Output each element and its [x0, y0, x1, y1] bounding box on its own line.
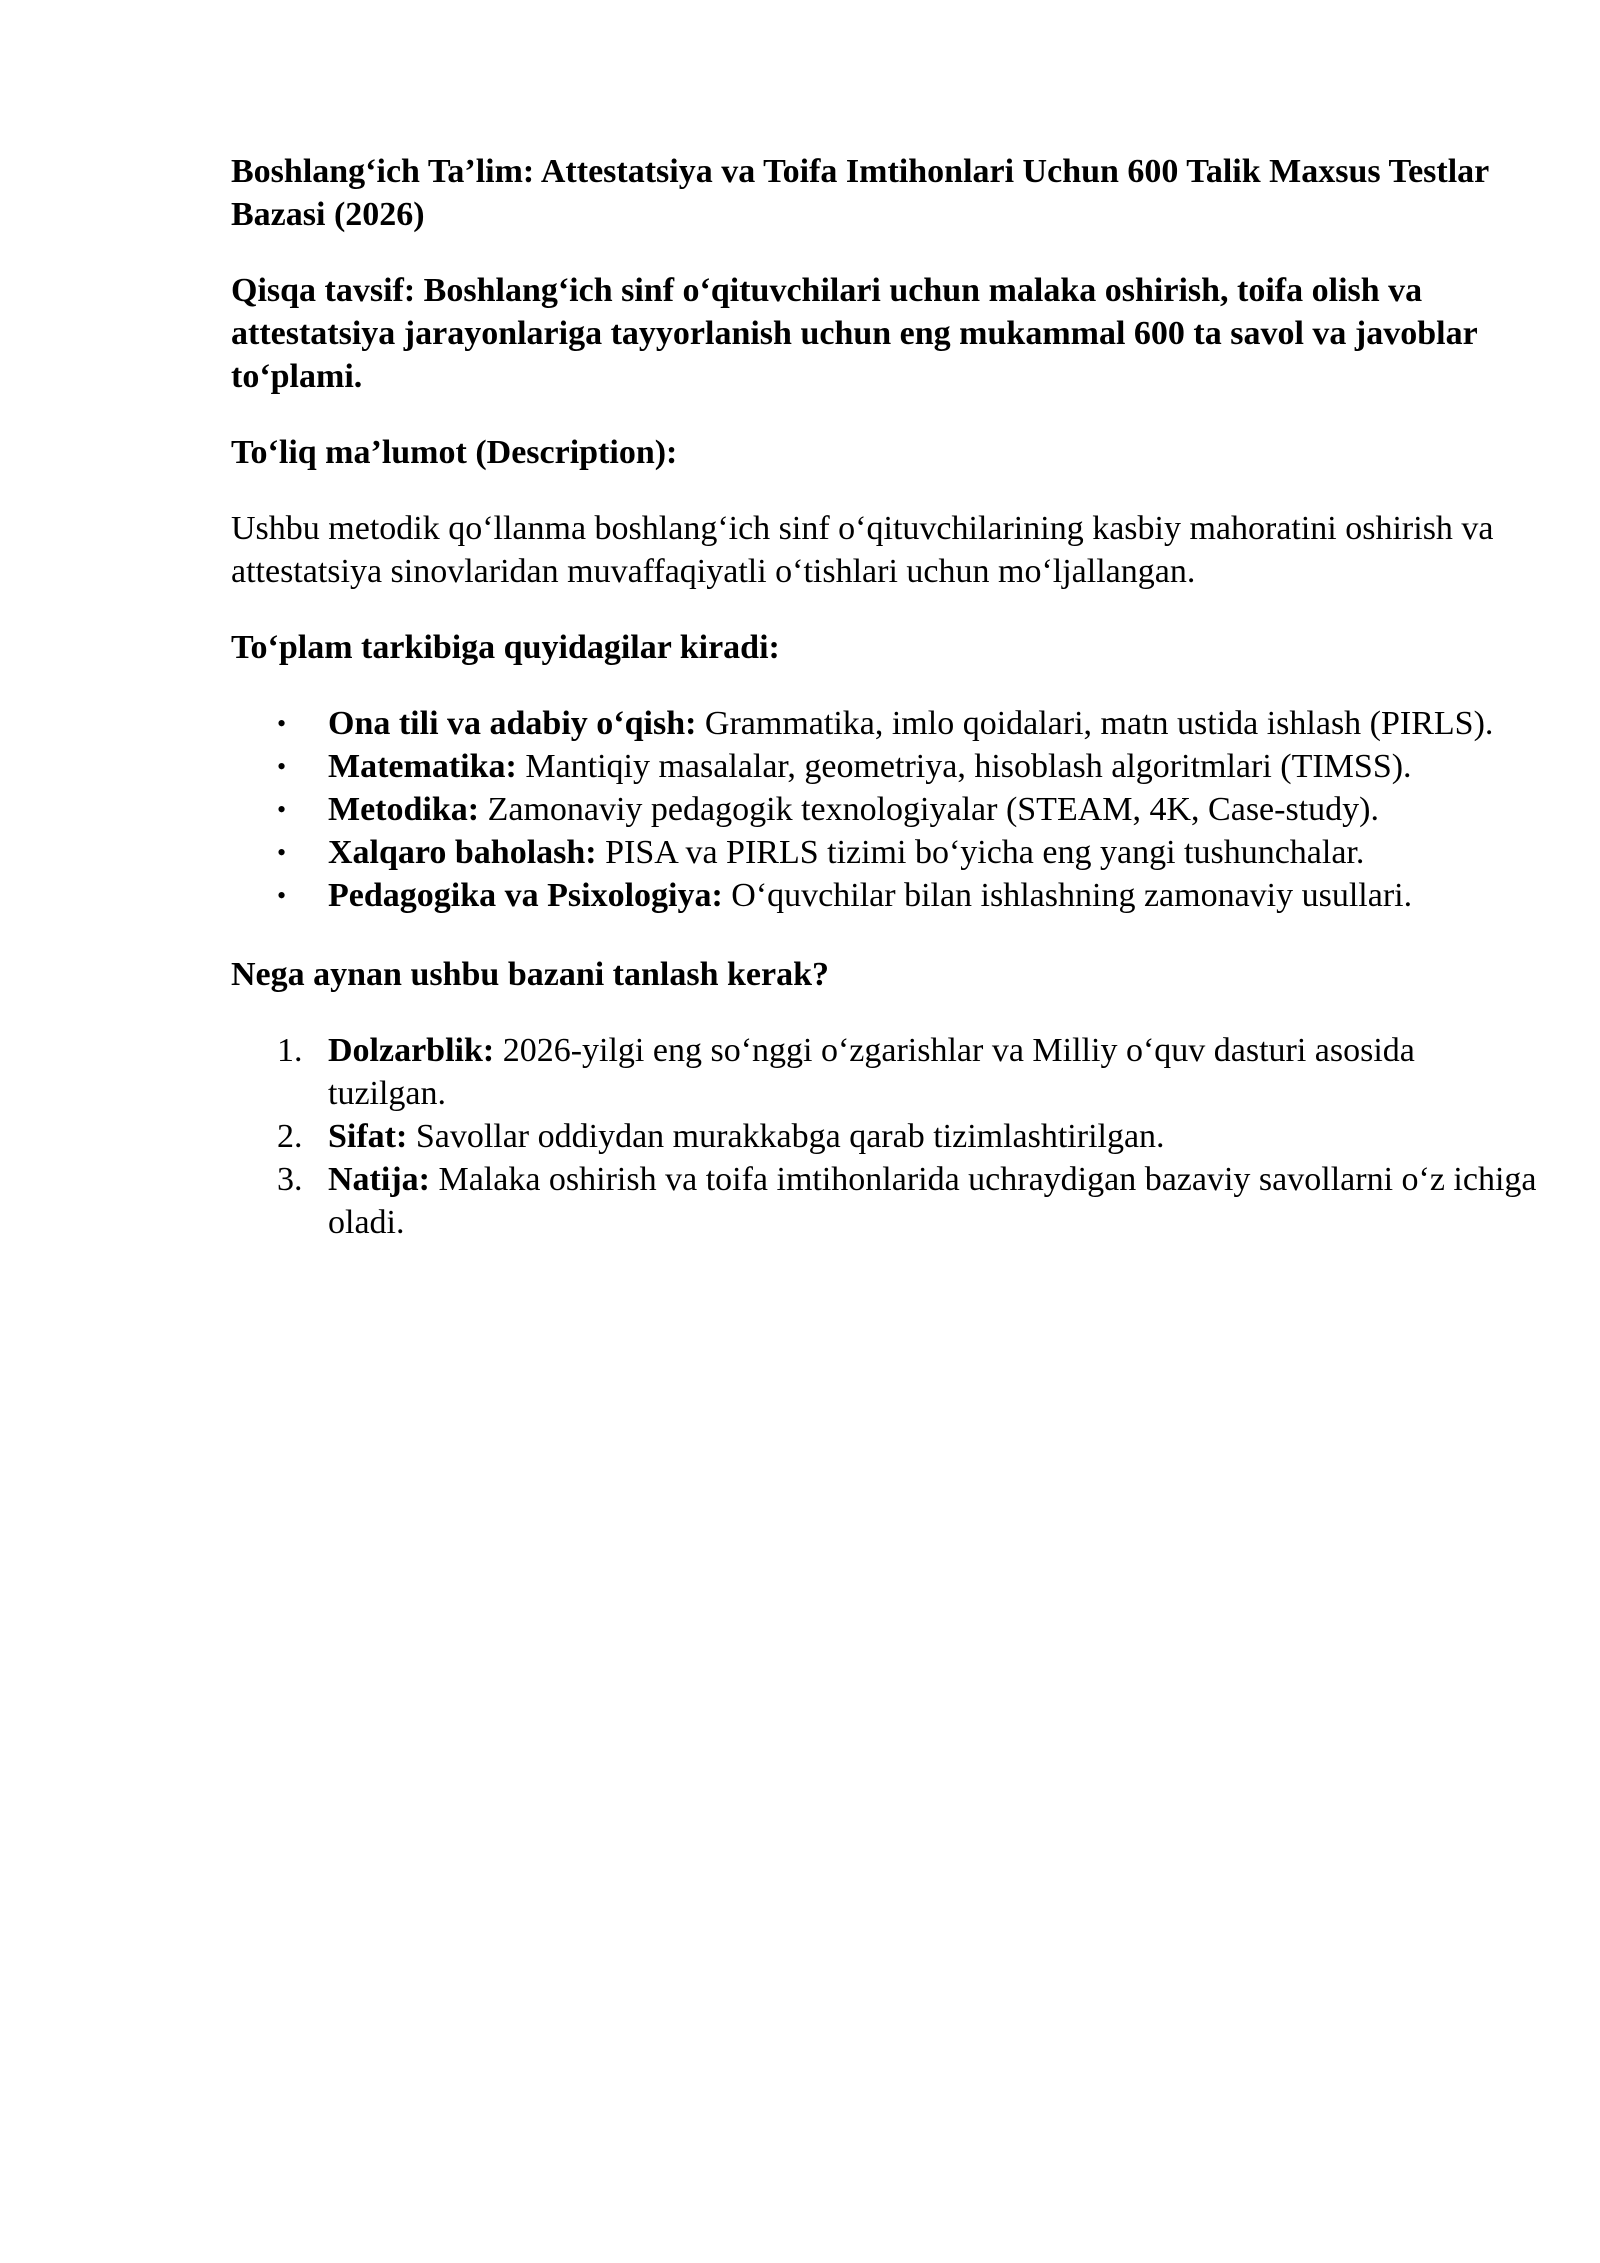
- document-title: Boshlang‘ich Ta’lim: Attestatsiya va Toifa Imtihonlari Uchun 600 Talik Maxsus Testlar Bazasi (2026): [231, 153, 1489, 233]
- list-item: [231, 831, 1538, 874]
- list-item: [231, 1158, 1538, 1244]
- list-item-text: Zamonaviy pedagogik texnologiyalar (STEAM, 4K, Case-study).: [479, 791, 1379, 828]
- list-item: [231, 745, 1538, 788]
- bullet-icon: •: [277, 881, 287, 910]
- list-item: [231, 1115, 1538, 1158]
- list-item-label: Sifat:: [328, 1118, 408, 1155]
- list-item-label: Dolzarblik:: [328, 1032, 495, 1069]
- contents-heading: To‘plam tarkibiga quyidagilar kiradi:: [231, 629, 780, 666]
- why-list: [231, 1029, 1537, 1244]
- bullet-icon: •: [277, 838, 287, 867]
- full-info-heading: To‘liq ma’lumot (Description):: [231, 434, 678, 471]
- list-item-text: Malaka oshirish va toifa imtihonlarida uchraydigan bazaviy savollarni o‘z ichiga oladi.: [328, 1161, 1537, 1241]
- list-item-text: Savollar oddiydan murakkabga qarab tizimlashtirilgan.: [407, 1118, 1165, 1155]
- list-number: 2.: [277, 1118, 303, 1155]
- list-item-label: Matematika:: [328, 748, 517, 785]
- list-item-text: PISA va PIRLS tizimi bo‘yicha eng yangi tushunchalar.: [596, 834, 1365, 871]
- list-item-label: Pedagogika va Psixologiya:: [328, 877, 723, 914]
- list-item-label: Ona tili va adabiy o‘qish:: [328, 705, 697, 742]
- document-page: [231, 150, 1537, 1244]
- list-item: [231, 1029, 1538, 1115]
- list-item-text: Mantiqiy masalalar, geometriya, hisoblash algoritmlari (TIMSS).: [516, 748, 1412, 785]
- list-item-text: Grammatika, imlo qoidalari, matn ustida ishlash (PIRLS).: [696, 705, 1494, 742]
- short-description: Qisqa tavsif: Boshlang‘ich sinf o‘qituvchilari uchun malaka oshirish, toifa olish va attestatsiya jarayonlariga tayyorlanish uchun eng mukammal 600 ta savol va javoblar to‘plami.: [231, 272, 1478, 395]
- list-item-label: Metodika:: [328, 791, 480, 828]
- bullet-icon: •: [277, 795, 287, 824]
- list-number: 3.: [277, 1161, 303, 1198]
- list-item: [231, 874, 1538, 917]
- list-item-label: Xalqaro baholash:: [328, 834, 597, 871]
- list-item-text: 2026-yilgi eng so‘nggi o‘zgarishlar va Milliy o‘quv dasturi asosida tuzilgan.: [328, 1032, 1415, 1112]
- list-number: 1.: [277, 1032, 303, 1069]
- contents-list: [231, 702, 1531, 917]
- bullet-icon: •: [277, 752, 287, 781]
- list-item-label: Natija:: [328, 1161, 430, 1198]
- bullet-icon: •: [277, 709, 287, 738]
- intro-paragraph: Ushbu metodik qo‘llanma boshlang‘ich sinf o‘qituvchilarining kasbiy mahoratini oshirish va attestatsiya sinovlaridan muvaffaqiyatli o‘tishlari uchun mo‘ljallangan.: [231, 510, 1494, 590]
- list-item: [231, 788, 1538, 831]
- why-heading: Nega aynan ushbu bazani tanlash kerak?: [231, 956, 830, 993]
- list-item: [231, 702, 1538, 745]
- list-item-text: O‘quvchilar bilan ishlashning zamonaviy usullari.: [722, 877, 1413, 914]
